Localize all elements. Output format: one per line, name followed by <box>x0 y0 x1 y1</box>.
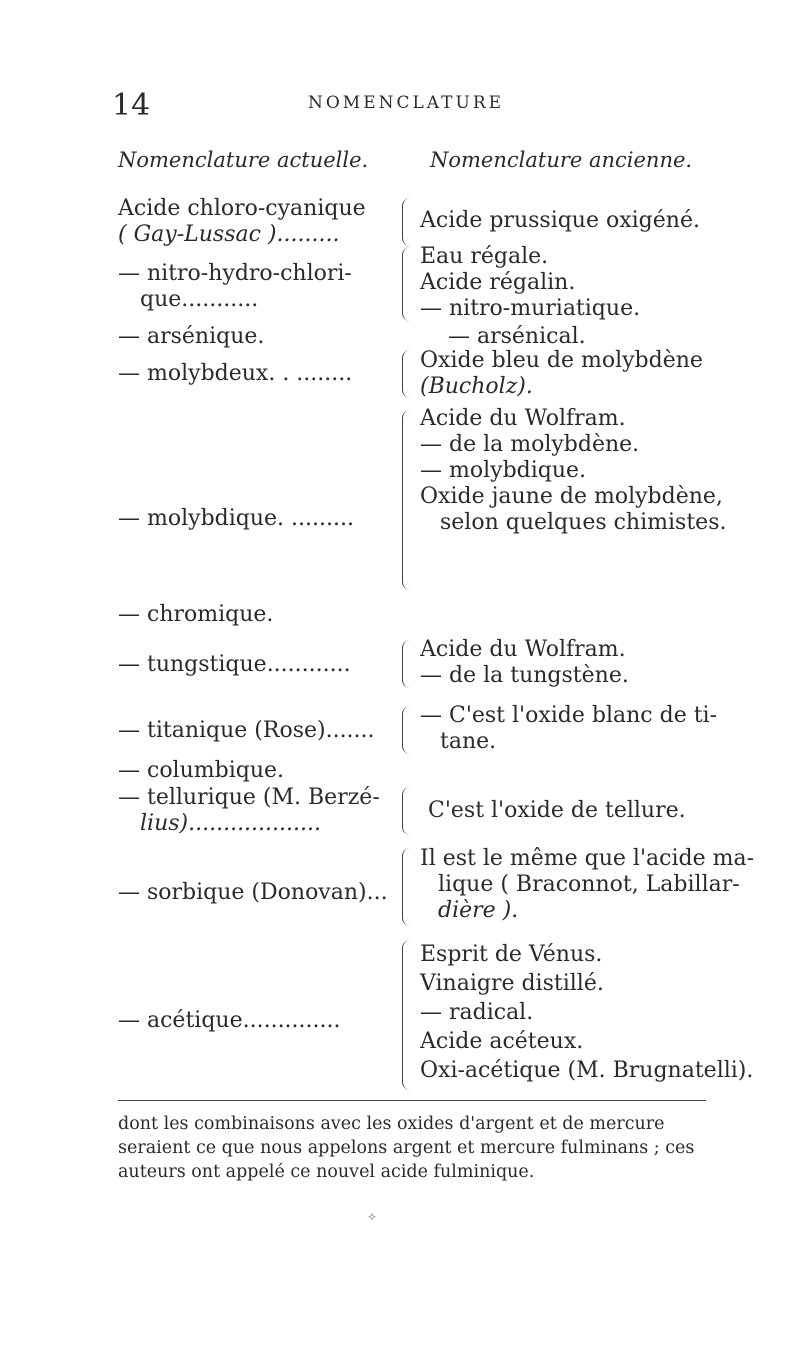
brace <box>402 350 415 398</box>
definition-nitro-hydro-chlorique: Eau régale. Acide régalin. — nitro-muriatique. <box>420 244 641 321</box>
term-nitro-hydro-chlorique: — nitro-hydro-chlori- que........... <box>118 261 352 312</box>
column-heading-ancient: Nomenclature ancienne. <box>430 148 693 172</box>
brace <box>402 848 415 926</box>
term-molybdique: — molybdique. ......... <box>118 506 354 531</box>
brace <box>402 706 415 754</box>
term-columbique: — columbique. <box>118 758 285 783</box>
term-chloro-cyanique: Acide chloro-cyanique ( Gay-Lussac )......... <box>118 196 366 247</box>
definition-molybdique: Acide du Wolfram. — de la molybdène. — molybdique. Oxide jaune de molybdène, selon quelques chimistes. <box>420 406 727 535</box>
page-number: 14 <box>112 88 151 123</box>
term-arsenique: — arsénique. <box>118 324 265 349</box>
brace <box>402 247 415 321</box>
ink-mark: ✧ <box>367 1210 378 1224</box>
definition-arsenique: — arsénical. <box>448 324 586 349</box>
brace <box>402 640 415 688</box>
term-chromique: — chromique. <box>118 602 274 627</box>
brace <box>402 787 415 835</box>
definition-molybdeux: Oxide bleu de molybdène (Bucholz). <box>420 348 703 399</box>
term-sorbique: — sorbique (Donovan)... <box>118 880 388 905</box>
term-tungstique: — tungstique............ <box>118 652 351 677</box>
term-acetique: — acétique.............. <box>118 1008 341 1033</box>
running-title: NOMENCLATURE <box>308 93 505 113</box>
definition-tungstique: Acide du Wolfram. — de la tungstène. <box>420 637 629 688</box>
column-heading-current: Nomenclature actuelle. <box>118 148 369 172</box>
term-titanique: — titanique (Rose)....... <box>118 718 375 743</box>
term-tellurique: — tellurique (M. Berzé- lius)................... <box>118 785 380 836</box>
brace <box>402 410 415 590</box>
term-molybdeux: — molybdeux. . ........ <box>118 361 353 386</box>
footnote-text: dont les combinaisons avec les oxides d'argent et de mercure seraient ce que nous appelons argent et mercure fulminans ; ces auteurs ont appelé ce nouvel acide fulminique. <box>118 1114 695 1182</box>
definition-acetique: Esprit de Vénus. Vinaigre distillé. — radical. Acide acéteux. Oxi-acétique (M. Brugnatelli). <box>420 942 754 1083</box>
definition-chloro-cyanique: Acide prussique oxigéné. <box>420 208 700 233</box>
brace <box>402 198 415 246</box>
definition-sorbique: Il est le même que l'acide ma- lique ( Braconnot, Labillar- dière ). <box>420 846 754 923</box>
definition-titanique: — C'est l'oxide blanc de ti- tane. <box>420 703 718 754</box>
brace <box>402 940 415 1090</box>
definition-tellurique: C'est l'oxide de tellure. <box>428 798 686 823</box>
separator-rule <box>118 1100 706 1101</box>
